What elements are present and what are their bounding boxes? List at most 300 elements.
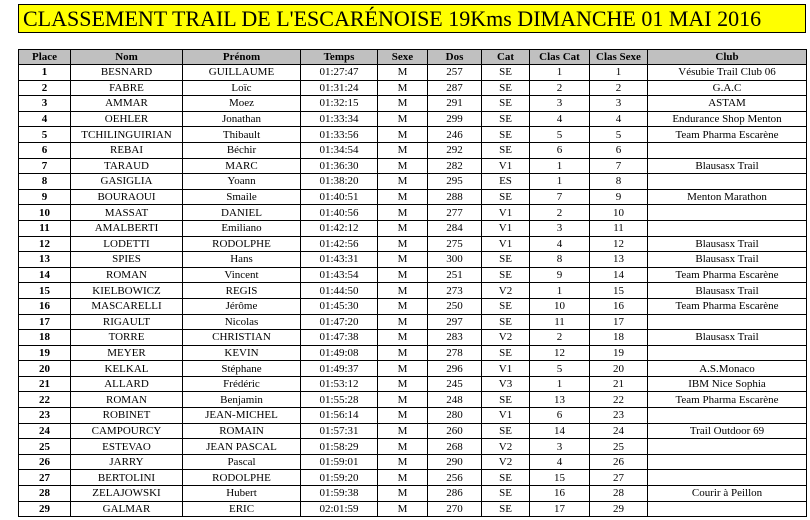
table-row xyxy=(19,501,807,517)
cell-nom: BOURAOUI xyxy=(71,189,183,205)
page-title: CLASSEMENT TRAIL DE L'ESCARÉNOISE 19Kms DIMANCHE 01 MAI 2016 xyxy=(18,4,806,33)
cell-prenom: Moez xyxy=(183,96,301,112)
cell-cat: V2 xyxy=(482,283,530,299)
cell-clas-cat: 1 xyxy=(530,376,590,392)
cell-temps: 01:45:30 xyxy=(301,298,378,314)
cell-club: Team Pharma Escarène xyxy=(648,127,807,143)
cell-temps: 01:38:20 xyxy=(301,174,378,190)
cell-dos: 296 xyxy=(428,361,482,377)
cell-prenom: Vincent xyxy=(183,267,301,283)
cell-dos: 292 xyxy=(428,142,482,158)
cell-club: Blausasx Trail xyxy=(648,158,807,174)
cell-place: 26 xyxy=(19,454,71,470)
cell-club: Courir à Peillon xyxy=(648,486,807,502)
cell-clas-sexe: 20 xyxy=(590,361,648,377)
cell-dos: 297 xyxy=(428,314,482,330)
cell-place: 2 xyxy=(19,80,71,96)
cell-sexe: M xyxy=(378,220,428,236)
cell-clas-sexe: 2 xyxy=(590,80,648,96)
cell-dos: 295 xyxy=(428,174,482,190)
cell-cat: SE xyxy=(482,267,530,283)
cell-club: G.A.C xyxy=(648,80,807,96)
cell-place: 6 xyxy=(19,142,71,158)
cell-sexe: M xyxy=(378,486,428,502)
table-row xyxy=(19,267,807,283)
cell-sexe: M xyxy=(378,252,428,268)
cell-dos: 299 xyxy=(428,111,482,127)
cell-temps: 01:44:50 xyxy=(301,283,378,299)
cell-cat: SE xyxy=(482,486,530,502)
cell-cat: V1 xyxy=(482,361,530,377)
cell-place: 10 xyxy=(19,205,71,221)
cell-sexe: M xyxy=(378,205,428,221)
cell-place: 8 xyxy=(19,174,71,190)
table-row xyxy=(19,236,807,252)
cell-dos: 284 xyxy=(428,220,482,236)
results-table xyxy=(18,49,807,517)
cell-prenom: Jérôme xyxy=(183,298,301,314)
cell-prenom: GUILLAUME xyxy=(183,65,301,81)
cell-club xyxy=(648,142,807,158)
cell-place: 5 xyxy=(19,127,71,143)
cell-dos: 277 xyxy=(428,205,482,221)
cell-cat: SE xyxy=(482,80,530,96)
cell-sexe: M xyxy=(378,408,428,424)
cell-clas-sexe: 12 xyxy=(590,236,648,252)
cell-temps: 01:58:29 xyxy=(301,439,378,455)
cell-sexe: M xyxy=(378,454,428,470)
cell-place: 28 xyxy=(19,486,71,502)
cell-club: Vésubie Trail Club 06 xyxy=(648,65,807,81)
cell-club: Team Pharma Escarène xyxy=(648,267,807,283)
cell-dos: 291 xyxy=(428,96,482,112)
cell-nom: LODETTI xyxy=(71,236,183,252)
cell-dos: 268 xyxy=(428,439,482,455)
cell-place: 17 xyxy=(19,314,71,330)
table-row xyxy=(19,142,807,158)
cell-dos: 288 xyxy=(428,189,482,205)
cell-clas-sexe: 24 xyxy=(590,423,648,439)
cell-cat: V1 xyxy=(482,408,530,424)
table-row xyxy=(19,376,807,392)
table-row xyxy=(19,96,807,112)
table-row xyxy=(19,486,807,502)
cell-cat: SE xyxy=(482,252,530,268)
cell-dos: 245 xyxy=(428,376,482,392)
cell-dos: 246 xyxy=(428,127,482,143)
cell-nom: ROBINET xyxy=(71,408,183,424)
cell-sexe: M xyxy=(378,96,428,112)
cell-nom: GASIGLIA xyxy=(71,174,183,190)
cell-temps: 01:53:12 xyxy=(301,376,378,392)
cell-dos: 256 xyxy=(428,470,482,486)
cell-temps: 01:40:51 xyxy=(301,189,378,205)
header-prenom: Prénom xyxy=(183,50,301,65)
cell-clas-cat: 6 xyxy=(530,142,590,158)
table-row xyxy=(19,80,807,96)
cell-cat: V1 xyxy=(482,158,530,174)
cell-clas-cat: 4 xyxy=(530,236,590,252)
cell-clas-sexe: 18 xyxy=(590,330,648,346)
cell-nom: CAMPOURCY xyxy=(71,423,183,439)
cell-place: 9 xyxy=(19,189,71,205)
cell-clas-sexe: 8 xyxy=(590,174,648,190)
cell-nom: TCHILINGUIRIAN xyxy=(71,127,183,143)
cell-sexe: M xyxy=(378,283,428,299)
cell-clas-sexe: 17 xyxy=(590,314,648,330)
cell-dos: 257 xyxy=(428,65,482,81)
cell-nom: SPIES xyxy=(71,252,183,268)
cell-clas-cat: 15 xyxy=(530,470,590,486)
cell-prenom: CHRISTIAN xyxy=(183,330,301,346)
cell-dos: 278 xyxy=(428,345,482,361)
cell-dos: 280 xyxy=(428,408,482,424)
results-table-body xyxy=(19,65,807,517)
cell-temps: 01:42:12 xyxy=(301,220,378,236)
cell-place: 11 xyxy=(19,220,71,236)
cell-clas-sexe: 6 xyxy=(590,142,648,158)
cell-clas-sexe: 9 xyxy=(590,189,648,205)
cell-clas-sexe: 10 xyxy=(590,205,648,221)
cell-cat: V1 xyxy=(482,205,530,221)
cell-place: 25 xyxy=(19,439,71,455)
cell-sexe: M xyxy=(378,423,428,439)
cell-sexe: M xyxy=(378,298,428,314)
cell-temps: 01:49:08 xyxy=(301,345,378,361)
cell-prenom: Nicolas xyxy=(183,314,301,330)
cell-dos: 273 xyxy=(428,283,482,299)
cell-prenom: Béchir xyxy=(183,142,301,158)
cell-prenom: Benjamin xyxy=(183,392,301,408)
cell-cat: SE xyxy=(482,65,530,81)
cell-temps: 01:33:34 xyxy=(301,111,378,127)
cell-prenom: JEAN-MICHEL xyxy=(183,408,301,424)
cell-clas-sexe: 23 xyxy=(590,408,648,424)
cell-prenom: MARC xyxy=(183,158,301,174)
cell-club xyxy=(648,408,807,424)
cell-clas-cat: 1 xyxy=(530,158,590,174)
cell-prenom: Emiliano xyxy=(183,220,301,236)
cell-place: 27 xyxy=(19,470,71,486)
cell-clas-cat: 17 xyxy=(530,501,590,517)
cell-club: Endurance Shop Menton xyxy=(648,111,807,127)
cell-prenom: Smaile xyxy=(183,189,301,205)
table-row xyxy=(19,423,807,439)
cell-place: 16 xyxy=(19,298,71,314)
cell-clas-cat: 2 xyxy=(530,330,590,346)
cell-cat: SE xyxy=(482,189,530,205)
cell-club xyxy=(648,470,807,486)
cell-temps: 01:32:15 xyxy=(301,96,378,112)
cell-clas-sexe: 26 xyxy=(590,454,648,470)
cell-nom: ESTEVAO xyxy=(71,439,183,455)
cell-sexe: M xyxy=(378,501,428,517)
cell-temps: 01:59:38 xyxy=(301,486,378,502)
cell-sexe: M xyxy=(378,111,428,127)
cell-nom: KELKAL xyxy=(71,361,183,377)
cell-club xyxy=(648,439,807,455)
cell-cat: V1 xyxy=(482,220,530,236)
cell-temps: 01:40:56 xyxy=(301,205,378,221)
cell-temps: 01:47:38 xyxy=(301,330,378,346)
cell-place: 22 xyxy=(19,392,71,408)
cell-sexe: M xyxy=(378,127,428,143)
cell-prenom: Stéphane xyxy=(183,361,301,377)
cell-clas-cat: 11 xyxy=(530,314,590,330)
cell-clas-cat: 3 xyxy=(530,220,590,236)
cell-clas-cat: 6 xyxy=(530,408,590,424)
cell-clas-sexe: 15 xyxy=(590,283,648,299)
cell-cat: V3 xyxy=(482,376,530,392)
cell-temps: 01:27:47 xyxy=(301,65,378,81)
cell-nom: ALLARD xyxy=(71,376,183,392)
table-row xyxy=(19,330,807,346)
cell-sexe: M xyxy=(378,158,428,174)
cell-place: 19 xyxy=(19,345,71,361)
cell-prenom: Jonathan xyxy=(183,111,301,127)
table-row xyxy=(19,454,807,470)
cell-cat: V2 xyxy=(482,439,530,455)
cell-clas-cat: 12 xyxy=(530,345,590,361)
cell-temps: 01:47:20 xyxy=(301,314,378,330)
cell-sexe: M xyxy=(378,439,428,455)
cell-prenom: Pascal xyxy=(183,454,301,470)
cell-clas-cat: 1 xyxy=(530,65,590,81)
cell-clas-sexe: 16 xyxy=(590,298,648,314)
cell-place: 24 xyxy=(19,423,71,439)
cell-temps: 01:43:54 xyxy=(301,267,378,283)
cell-prenom: Yoann xyxy=(183,174,301,190)
cell-temps: 01:56:14 xyxy=(301,408,378,424)
cell-prenom: JEAN PASCAL xyxy=(183,439,301,455)
cell-temps: 01:59:20 xyxy=(301,470,378,486)
cell-club: Menton Marathon xyxy=(648,189,807,205)
cell-club xyxy=(648,174,807,190)
cell-cat: SE xyxy=(482,298,530,314)
cell-clas-sexe: 27 xyxy=(590,470,648,486)
cell-clas-cat: 2 xyxy=(530,80,590,96)
table-row xyxy=(19,65,807,81)
cell-dos: 282 xyxy=(428,158,482,174)
cell-prenom: KEVIN xyxy=(183,345,301,361)
cell-clas-sexe: 3 xyxy=(590,96,648,112)
cell-temps: 01:59:01 xyxy=(301,454,378,470)
cell-club xyxy=(648,454,807,470)
cell-prenom: Frédéric xyxy=(183,376,301,392)
cell-sexe: M xyxy=(378,361,428,377)
cell-place: 23 xyxy=(19,408,71,424)
header-nom: Nom xyxy=(71,50,183,65)
cell-dos: 275 xyxy=(428,236,482,252)
cell-club xyxy=(648,220,807,236)
header-clas-cat: Clas Cat xyxy=(530,50,590,65)
cell-cat: SE xyxy=(482,96,530,112)
header-temps: Temps xyxy=(301,50,378,65)
cell-clas-cat: 7 xyxy=(530,189,590,205)
cell-nom: FABRE xyxy=(71,80,183,96)
table-row xyxy=(19,283,807,299)
cell-nom: AMALBERTI xyxy=(71,220,183,236)
cell-nom: REBAI xyxy=(71,142,183,158)
cell-club: A.S.Monaco xyxy=(648,361,807,377)
cell-place: 3 xyxy=(19,96,71,112)
cell-temps: 01:49:37 xyxy=(301,361,378,377)
cell-cat: V2 xyxy=(482,454,530,470)
table-row xyxy=(19,408,807,424)
table-row xyxy=(19,252,807,268)
cell-prenom: Loïc xyxy=(183,80,301,96)
table-row xyxy=(19,127,807,143)
cell-sexe: M xyxy=(378,267,428,283)
cell-clas-sexe: 19 xyxy=(590,345,648,361)
table-row xyxy=(19,361,807,377)
header-sexe: Sexe xyxy=(378,50,428,65)
cell-nom: RIGAULT xyxy=(71,314,183,330)
cell-place: 14 xyxy=(19,267,71,283)
cell-dos: 300 xyxy=(428,252,482,268)
cell-temps: 01:43:31 xyxy=(301,252,378,268)
cell-temps: 02:01:59 xyxy=(301,501,378,517)
cell-club xyxy=(648,501,807,517)
cell-temps: 01:42:56 xyxy=(301,236,378,252)
cell-dos: 287 xyxy=(428,80,482,96)
table-row xyxy=(19,439,807,455)
cell-clas-cat: 2 xyxy=(530,205,590,221)
cell-place: 29 xyxy=(19,501,71,517)
cell-dos: 290 xyxy=(428,454,482,470)
cell-nom: ROMAN xyxy=(71,392,183,408)
cell-clas-sexe: 22 xyxy=(590,392,648,408)
cell-dos: 250 xyxy=(428,298,482,314)
cell-sexe: M xyxy=(378,314,428,330)
cell-place: 13 xyxy=(19,252,71,268)
cell-club: Blausasx Trail xyxy=(648,252,807,268)
cell-dos: 286 xyxy=(428,486,482,502)
cell-dos: 283 xyxy=(428,330,482,346)
header-dos: Dos xyxy=(428,50,482,65)
cell-temps: 01:36:30 xyxy=(301,158,378,174)
cell-clas-sexe: 1 xyxy=(590,65,648,81)
cell-clas-cat: 13 xyxy=(530,392,590,408)
cell-sexe: M xyxy=(378,345,428,361)
cell-place: 4 xyxy=(19,111,71,127)
header-cat: Cat xyxy=(482,50,530,65)
table-row xyxy=(19,189,807,205)
cell-temps: 01:34:54 xyxy=(301,142,378,158)
cell-sexe: M xyxy=(378,330,428,346)
cell-nom: GALMAR xyxy=(71,501,183,517)
results-table-header xyxy=(19,50,807,65)
cell-club xyxy=(648,205,807,221)
cell-sexe: M xyxy=(378,470,428,486)
cell-club: Blausasx Trail xyxy=(648,236,807,252)
cell-clas-cat: 5 xyxy=(530,127,590,143)
cell-sexe: M xyxy=(378,376,428,392)
cell-clas-sexe: 7 xyxy=(590,158,648,174)
cell-nom: MASCARELLI xyxy=(71,298,183,314)
cell-clas-cat: 1 xyxy=(530,283,590,299)
cell-cat: SE xyxy=(482,345,530,361)
cell-place: 20 xyxy=(19,361,71,377)
cell-sexe: M xyxy=(378,80,428,96)
cell-clas-sexe: 5 xyxy=(590,127,648,143)
table-row xyxy=(19,314,807,330)
cell-nom: JARRY xyxy=(71,454,183,470)
cell-temps: 01:55:28 xyxy=(301,392,378,408)
cell-place: 18 xyxy=(19,330,71,346)
cell-sexe: M xyxy=(378,236,428,252)
cell-clas-cat: 5 xyxy=(530,361,590,377)
cell-club: IBM Nice Sophia xyxy=(648,376,807,392)
cell-cat: V1 xyxy=(482,236,530,252)
cell-prenom: RODOLPHE xyxy=(183,236,301,252)
cell-nom: TORRE xyxy=(71,330,183,346)
cell-clas-sexe: 21 xyxy=(590,376,648,392)
cell-clas-cat: 16 xyxy=(530,486,590,502)
cell-club: ASTAM xyxy=(648,96,807,112)
cell-sexe: M xyxy=(378,189,428,205)
cell-place: 7 xyxy=(19,158,71,174)
cell-clas-cat: 3 xyxy=(530,439,590,455)
cell-sexe: M xyxy=(378,392,428,408)
cell-clas-cat: 10 xyxy=(530,298,590,314)
cell-cat: SE xyxy=(482,423,530,439)
cell-cat: SE xyxy=(482,470,530,486)
cell-cat: SE xyxy=(482,501,530,517)
cell-nom: BERTOLINI xyxy=(71,470,183,486)
cell-place: 12 xyxy=(19,236,71,252)
table-row xyxy=(19,470,807,486)
table-row xyxy=(19,220,807,236)
cell-prenom: REGIS xyxy=(183,283,301,299)
cell-dos: 260 xyxy=(428,423,482,439)
cell-clas-sexe: 29 xyxy=(590,501,648,517)
cell-sexe: M xyxy=(378,142,428,158)
header-clas-sexe: Clas Sexe xyxy=(590,50,648,65)
cell-club xyxy=(648,345,807,361)
table-row xyxy=(19,158,807,174)
cell-club xyxy=(648,314,807,330)
cell-clas-sexe: 25 xyxy=(590,439,648,455)
cell-clas-sexe: 14 xyxy=(590,267,648,283)
table-row xyxy=(19,174,807,190)
cell-prenom: Thibault xyxy=(183,127,301,143)
cell-dos: 270 xyxy=(428,501,482,517)
cell-clas-sexe: 28 xyxy=(590,486,648,502)
cell-dos: 248 xyxy=(428,392,482,408)
cell-cat: SE xyxy=(482,111,530,127)
table-row xyxy=(19,298,807,314)
cell-nom: ZELAJOWSKI xyxy=(71,486,183,502)
cell-clas-cat: 9 xyxy=(530,267,590,283)
cell-place: 15 xyxy=(19,283,71,299)
cell-prenom: RODOLPHE xyxy=(183,470,301,486)
header-place: Place xyxy=(19,50,71,65)
cell-clas-cat: 3 xyxy=(530,96,590,112)
cell-place: 1 xyxy=(19,65,71,81)
cell-clas-cat: 4 xyxy=(530,111,590,127)
cell-cat: SE xyxy=(482,314,530,330)
cell-club: Blausasx Trail xyxy=(648,330,807,346)
cell-clas-sexe: 4 xyxy=(590,111,648,127)
cell-nom: BESNARD xyxy=(71,65,183,81)
cell-cat: SE xyxy=(482,127,530,143)
cell-nom: MEYER xyxy=(71,345,183,361)
cell-cat: V2 xyxy=(482,330,530,346)
cell-prenom: Hubert xyxy=(183,486,301,502)
cell-nom: OEHLER xyxy=(71,111,183,127)
table-row xyxy=(19,392,807,408)
